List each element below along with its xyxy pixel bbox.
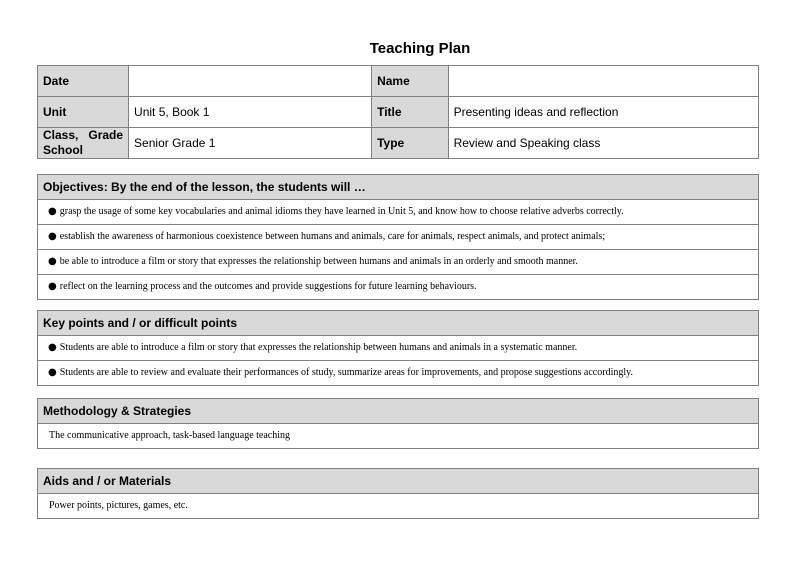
objective-item xyxy=(38,200,758,225)
aids-text: Power points, pictures, games, etc. xyxy=(49,500,188,511)
objective-text: be able to introduce a film or story that expresses the relationship between humans and animals in an orderly and smooth manner. xyxy=(59,256,578,267)
methodology-header: Methodology & Strategies xyxy=(38,399,758,424)
class-value: Senior Grade 1 xyxy=(129,128,372,159)
objectives-section xyxy=(37,174,759,300)
key-point-text: Students are able to introduce a film or story that expresses the relationship between humans and animals in a systematic manner. xyxy=(59,342,578,353)
key-points-section xyxy=(37,310,759,386)
name-value xyxy=(448,66,758,97)
objective-text: establish the awareness of harmonious coexistence between humans and animals, care for animals, respect animals, and protect animals; xyxy=(59,231,606,242)
date-value xyxy=(129,66,372,97)
class-label-line2: School xyxy=(43,143,84,157)
key-point-item xyxy=(38,336,758,361)
class-label-line1: Class, Grade xyxy=(43,128,124,142)
aids-header: Aids and / or Materials xyxy=(38,469,758,494)
info-row-class xyxy=(38,128,759,159)
bullet-icon: ● xyxy=(48,256,57,267)
bullet-icon: ● xyxy=(48,367,57,378)
unit-label: Unit xyxy=(38,97,129,128)
title-value: Presenting ideas and reflection xyxy=(448,97,758,128)
unit-value: Unit 5, Book 1 xyxy=(129,97,372,128)
date-label: Date xyxy=(38,66,129,97)
title-label: Title xyxy=(372,97,449,128)
key-point-text: Students are able to review and evaluate their performances of study, summarize areas for improvements, and propose suggestions accordingly. xyxy=(59,367,633,378)
bullet-icon: ● xyxy=(48,231,57,242)
objective-text: grasp the usage of some key vocabularies and animal idioms they have learned in Unit 5, and know how to choose relative adverbs correctly. xyxy=(59,206,624,217)
objective-text: reflect on the learning process and the outcomes and provide suggestions for future learning behaviours. xyxy=(59,281,477,292)
objectives-header: Objectives: By the end of the lesson, the students will … xyxy=(38,175,758,200)
bullet-icon: ● xyxy=(48,281,57,292)
key-points-header: Key points and / or difficult points xyxy=(38,311,758,336)
info-row-unit xyxy=(38,97,759,128)
objective-item xyxy=(38,250,758,275)
type-label: Type xyxy=(372,128,449,159)
page-title: Teaching Plan xyxy=(369,40,471,57)
type-value: Review and Speaking class xyxy=(448,128,758,159)
bullet-icon: ● xyxy=(48,206,57,217)
objective-item xyxy=(38,225,758,250)
class-label xyxy=(38,128,129,159)
aids-section xyxy=(37,468,759,519)
name-label: Name xyxy=(372,66,449,97)
objective-item xyxy=(38,275,758,299)
methodology-section xyxy=(37,398,759,449)
bullet-icon: ● xyxy=(48,342,57,353)
key-point-item xyxy=(38,361,758,385)
info-table xyxy=(37,65,759,159)
info-row-date xyxy=(38,66,759,97)
methodology-text: The communicative approach, task-based language teaching xyxy=(49,430,291,441)
